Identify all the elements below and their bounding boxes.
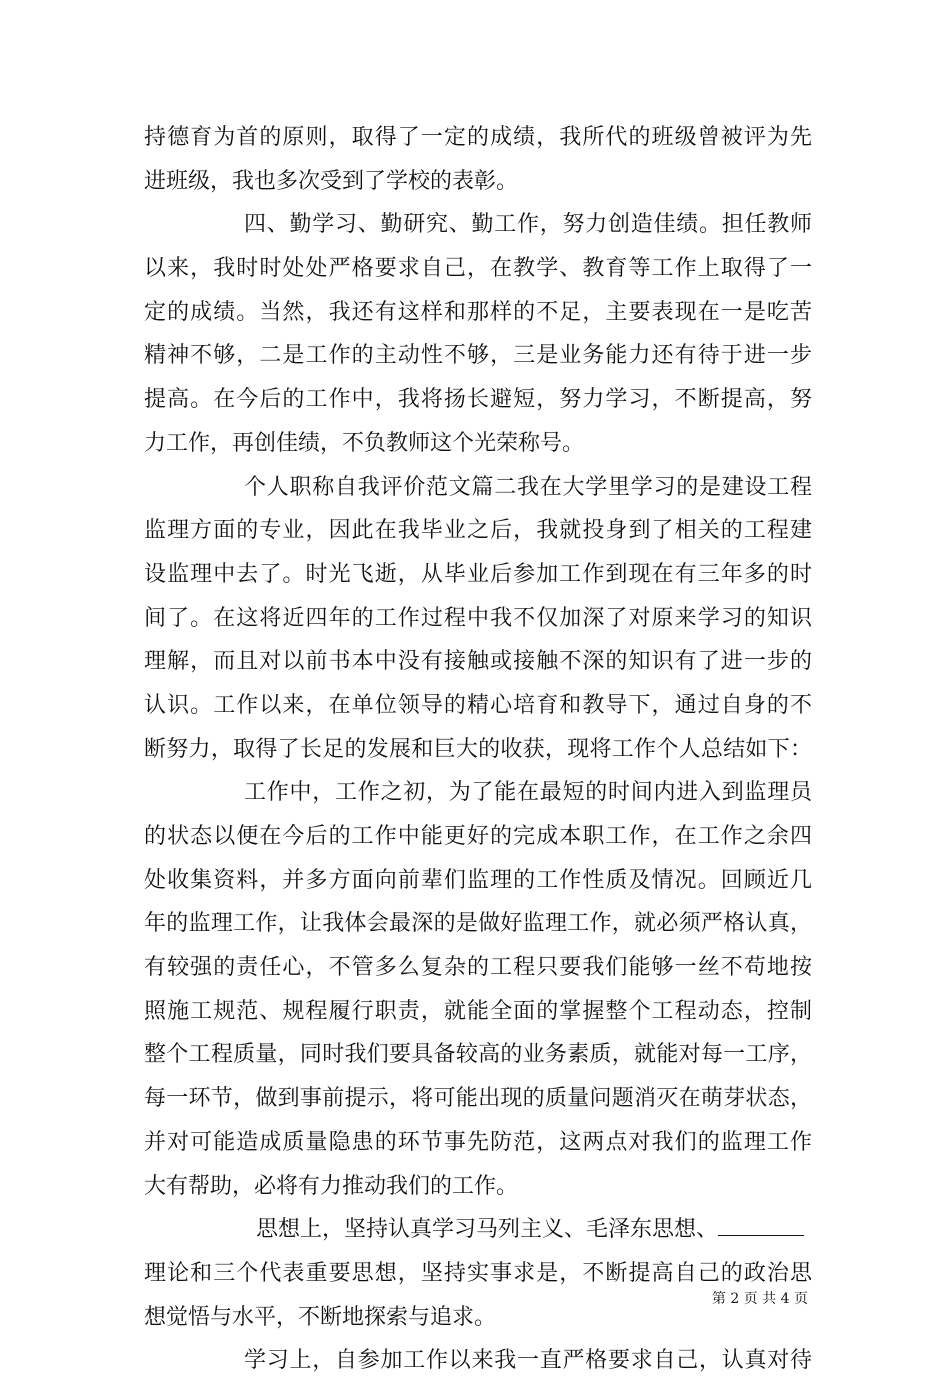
- text-line: 精神不够，二是工作的主动性不够，三是业务能力还有待于进一步: [144, 343, 812, 369]
- text-segment: 思想上，坚持认真学习马列主义、毛泽东思想、: [256, 1217, 719, 1243]
- text-line: 理论和三个代表重要思想，坚持实事求是，不断提高自己的政治思: [144, 1260, 812, 1286]
- text-line: 进班级，我也多次受到了学校的表彰。: [144, 168, 519, 194]
- text-line: 监理方面的专业，因此在我毕业之后，我就投身到了相关的工程建: [144, 518, 812, 544]
- page-number-footer: 第 2 页 共 4 页: [711, 1291, 808, 1307]
- document-body: [144, 116, 812, 1383]
- text-line: 设监理中去了。时光飞逝，从毕业后参加工作到现在有三年多的时: [144, 561, 812, 587]
- text-line: 整个工程质量，同时我们要具备较高的业务素质，就能对每一工序，: [144, 1042, 812, 1068]
- text-line: 学习上，自参加工作以来我一直严格要求自己，认真对待: [244, 1348, 812, 1374]
- text-line: 处收集资料，并多方面向前辈们监理的工作性质及情况。回顾近几: [144, 867, 812, 893]
- text-line: 间了。在这将近四年的工作过程中我不仅加深了对原来学习的知识: [144, 605, 812, 631]
- text-line: 并对可能造成质量隐患的环节事先防范，这两点对我们的监理工作: [144, 1129, 812, 1155]
- text-line: 照施工规范、规程履行职责，就能全面的掌握整个工程动态，控制: [144, 998, 812, 1024]
- text-line: 力工作，再创佳绩，不负教师这个光荣称号。: [144, 430, 585, 456]
- text-line: 四、勤学习、勤研究、勤工作，努力创造佳绩。担任教师: [244, 212, 812, 238]
- text-line: 理解，而且对以前书本中没有接触或接触不深的知识有了进一步的: [144, 649, 812, 675]
- text-line: 工作中，工作之初，为了能在最短的时间内进入到监理员: [244, 780, 812, 806]
- text-line: 年的监理工作，让我体会最深的是做好监理工作，就必须严格认真，: [144, 911, 812, 937]
- text-line: 每一环节，做到事前提示，将可能出现的质量问题消灭在萌芽状态，: [144, 1086, 812, 1112]
- text-line: 想觉悟与水平，不断地探索与追求。: [144, 1304, 497, 1330]
- fill-in-blank: [718, 1215, 804, 1236]
- text-line: 个人职称自我评价范文篇二我在大学里学习的是建设工程: [244, 474, 812, 500]
- text-line: 的状态以便在今后的工作中能更好的完成本职工作，在工作之余四: [144, 824, 812, 849]
- text-line: 提高。在今后的工作中，我将扬长避短，努力学习，不断提高，努: [144, 387, 812, 413]
- text-line: 认识。工作以来，在单位领导的精心培育和教导下，通过自身的不: [144, 692, 812, 718]
- text-line: 大有帮助，必将有力推动我们的工作。: [144, 1173, 519, 1199]
- text-line: 定的成绩。当然，我还有这样和那样的不足，主要表现在一是吃苦: [144, 299, 812, 325]
- text-line: 有较强的责任心，不管多么复杂的工程只要我们能够一丝不苟地按: [144, 955, 812, 981]
- text-line: [144, 1208, 812, 1252]
- text-line: 以来，我时时处处严格要求自己，在教学、教育等工作上取得了一: [144, 256, 812, 282]
- text-line: 断努力，取得了长足的发展和巨大的收获，现将工作个人总结如下：: [144, 736, 812, 762]
- text-line: 持德育为首的原则，取得了一定的成绩，我所代的班级曾被评为先: [144, 125, 812, 150]
